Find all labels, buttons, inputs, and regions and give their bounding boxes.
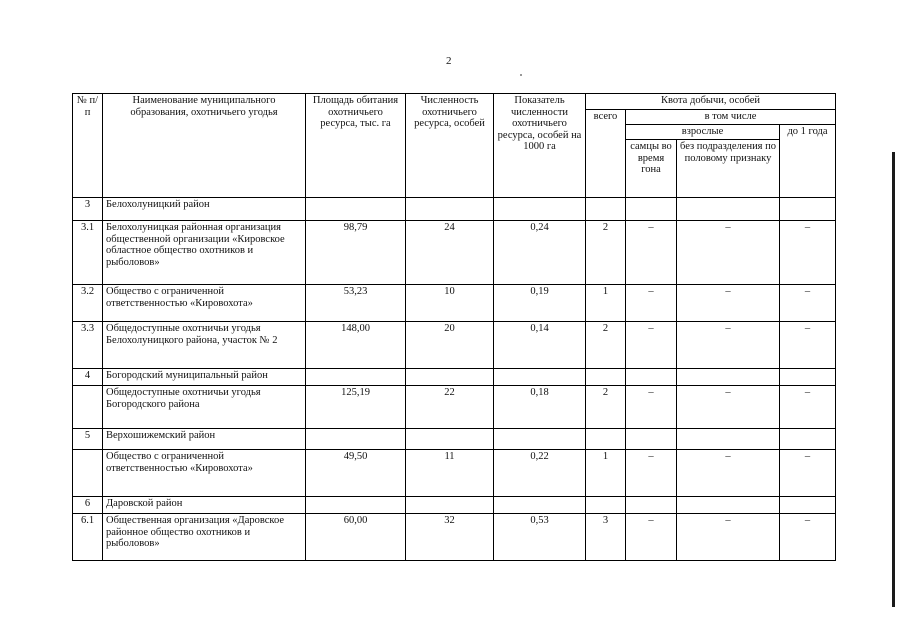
row-num — [73, 450, 103, 497]
row-name: Верхошижемский район — [103, 429, 306, 450]
section-row — [73, 429, 836, 450]
row-count: 10 — [406, 285, 494, 322]
row-males: – — [626, 450, 677, 497]
row-density: 0,22 — [494, 450, 586, 497]
row-num: 6 — [73, 497, 103, 514]
row-name: Богородский муниципальный район — [103, 369, 306, 386]
table-row — [73, 322, 836, 369]
row-nosex: – — [677, 386, 780, 429]
header-males: самцы во время гона — [626, 140, 677, 198]
empty-cell — [626, 429, 677, 450]
empty-cell — [406, 497, 494, 514]
row-name: Даровской район — [103, 497, 306, 514]
row-nosex: – — [677, 514, 780, 561]
row-under1: – — [780, 322, 836, 369]
empty-cell — [626, 497, 677, 514]
empty-cell — [677, 198, 780, 221]
row-males: – — [626, 386, 677, 429]
empty-cell — [677, 429, 780, 450]
section-row — [73, 198, 836, 221]
row-males: – — [626, 285, 677, 322]
empty-cell — [780, 369, 836, 386]
row-count: 24 — [406, 221, 494, 285]
row-nosex: – — [677, 285, 780, 322]
row-name: Белохолуницкий район — [103, 198, 306, 221]
row-density: 0,18 — [494, 386, 586, 429]
row-under1: – — [780, 221, 836, 285]
row-under1: – — [780, 450, 836, 497]
row-count: 32 — [406, 514, 494, 561]
row-num: 6.1 — [73, 514, 103, 561]
empty-cell — [626, 369, 677, 386]
row-nosex: – — [677, 450, 780, 497]
table-row — [73, 285, 836, 322]
empty-cell — [780, 429, 836, 450]
header-density: Показатель численности охотничьего ресурса, особей на 1000 га — [494, 94, 586, 198]
scan-edge-line — [892, 152, 895, 607]
row-total: 2 — [586, 386, 626, 429]
table-row — [73, 221, 836, 285]
empty-cell — [780, 497, 836, 514]
row-area: 60,00 — [306, 514, 406, 561]
row-num: 3 — [73, 198, 103, 221]
empty-cell — [586, 429, 626, 450]
row-total: 2 — [586, 221, 626, 285]
header-area: Площадь обитания охотничьего ресурса, тыс. га — [306, 94, 406, 198]
empty-cell — [494, 198, 586, 221]
empty-cell — [406, 369, 494, 386]
row-num — [73, 386, 103, 429]
header-adults: взрослые — [626, 125, 780, 140]
row-area: 53,23 — [306, 285, 406, 322]
row-name: Общество с ограниченной ответственностью «Кировохота» — [103, 450, 306, 497]
row-total: 3 — [586, 514, 626, 561]
empty-cell — [494, 429, 586, 450]
row-count: 20 — [406, 322, 494, 369]
row-total: 2 — [586, 322, 626, 369]
empty-cell — [586, 497, 626, 514]
empty-cell — [780, 198, 836, 221]
row-name: Общедоступные охотничьи угодья Белохолуницкого района, участок № 2 — [103, 322, 306, 369]
row-nosex: – — [677, 322, 780, 369]
empty-cell — [406, 198, 494, 221]
header-count: Численность охотничьего ресурса, особей — [406, 94, 494, 198]
empty-cell — [626, 198, 677, 221]
row-area: 98,79 — [306, 221, 406, 285]
row-density: 0,53 — [494, 514, 586, 561]
row-num: 3.2 — [73, 285, 103, 322]
empty-cell — [306, 429, 406, 450]
table-body — [73, 198, 836, 561]
row-density: 0,14 — [494, 322, 586, 369]
row-males: – — [626, 221, 677, 285]
empty-cell — [306, 497, 406, 514]
row-num: 5 — [73, 429, 103, 450]
row-area: 125,19 — [306, 386, 406, 429]
empty-cell — [677, 369, 780, 386]
table-row — [73, 386, 836, 429]
table-row — [73, 450, 836, 497]
row-density: 0,19 — [494, 285, 586, 322]
row-total: 1 — [586, 285, 626, 322]
section-row — [73, 497, 836, 514]
header-num: № п/п — [73, 94, 103, 198]
table-row — [73, 514, 836, 561]
row-name: Белохолуницкая районная организация общественной организации «Кировское областное общество охотников и рыболовов» — [103, 221, 306, 285]
header-quota: Квота добычи, особей — [586, 94, 836, 110]
scan-speck — [520, 74, 522, 76]
quota-table — [72, 93, 836, 561]
row-name: Общественная организация «Даровское районное общество охотников и рыболовов» — [103, 514, 306, 561]
header-including: в том числе — [626, 110, 836, 125]
row-num: 3.1 — [73, 221, 103, 285]
empty-cell — [586, 198, 626, 221]
section-row — [73, 369, 836, 386]
row-under1: – — [780, 285, 836, 322]
row-count: 22 — [406, 386, 494, 429]
empty-cell — [586, 369, 626, 386]
row-name: Общедоступные охотничьи угодья Богородского района — [103, 386, 306, 429]
row-density: 0,24 — [494, 221, 586, 285]
empty-cell — [306, 369, 406, 386]
row-nosex: – — [677, 221, 780, 285]
empty-cell — [494, 497, 586, 514]
row-under1: – — [780, 386, 836, 429]
header-total: всего — [586, 110, 626, 198]
header-name: Наименование муниципального образования, охотничьего угодья — [103, 94, 306, 198]
empty-cell — [677, 497, 780, 514]
page-number: 2 — [446, 55, 452, 67]
row-total: 1 — [586, 450, 626, 497]
row-count: 11 — [406, 450, 494, 497]
row-name: Общество с ограниченной ответственностью «Кировохота» — [103, 285, 306, 322]
row-num: 3.3 — [73, 322, 103, 369]
row-area: 148,00 — [306, 322, 406, 369]
empty-cell — [306, 198, 406, 221]
row-num: 4 — [73, 369, 103, 386]
header-nosex: без подразделения по половому признаку — [677, 140, 780, 198]
empty-cell — [406, 429, 494, 450]
row-area: 49,50 — [306, 450, 406, 497]
row-males: – — [626, 322, 677, 369]
row-under1: – — [780, 514, 836, 561]
row-males: – — [626, 514, 677, 561]
header-under1: до 1 года — [780, 125, 836, 198]
empty-cell — [494, 369, 586, 386]
